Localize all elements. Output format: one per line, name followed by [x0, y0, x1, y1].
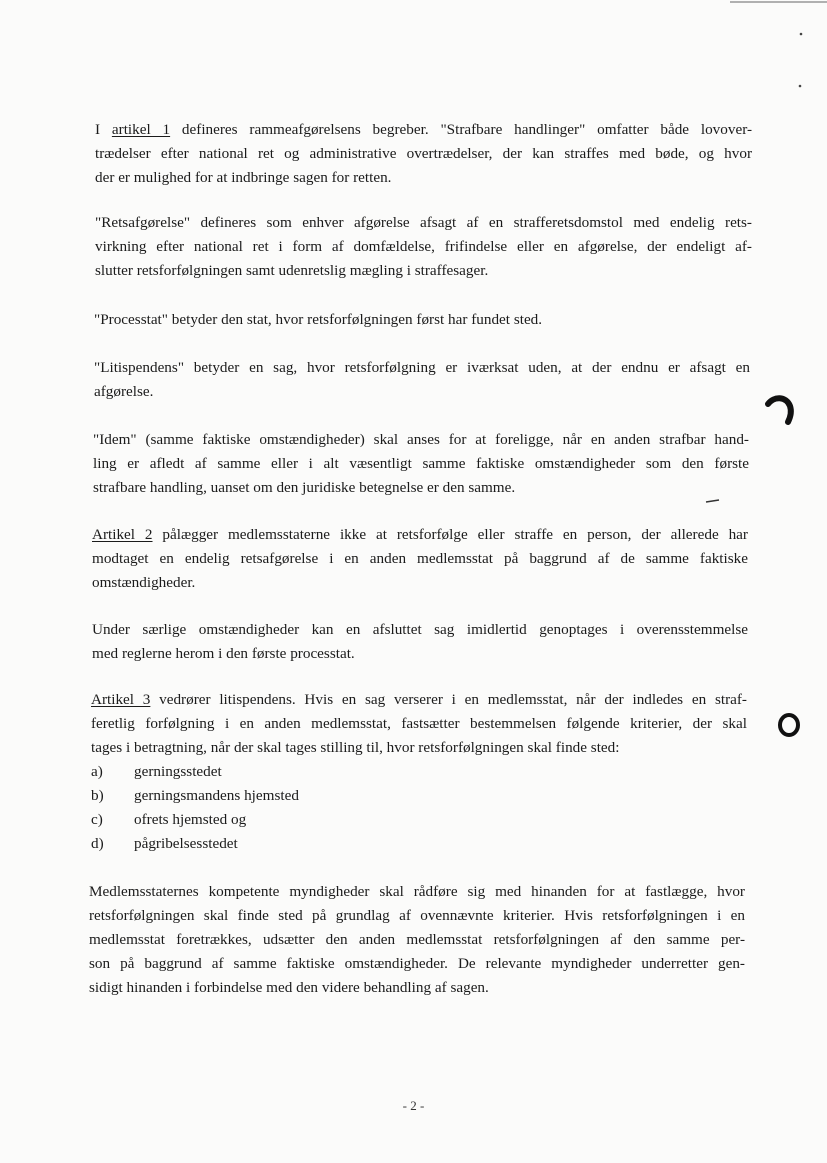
paragraph-line: der er mulighed for at indbringe sagen for retten.: [95, 169, 392, 186]
article-2-link[interactable]: Artikel 2: [92, 526, 153, 543]
paragraph-line: medlemsstat foretrækkes, udsætter den anden medlemsstat retsforfølgningen af den samme per-: [89, 931, 745, 948]
paragraph-line: slutter retsforfølgningen samt udenretslig mægling i straffesager.: [95, 262, 489, 279]
paragraph-line: trædelser efter national ret og administrative overtrædelser, der kan straffes med bøde, og hvor: [95, 145, 752, 162]
criteria-list: [91, 760, 299, 856]
paragraph-line: Under særlige omstændigheder kan en afsluttet sag imidlertid genoptages i overensstemmelse: [92, 621, 748, 638]
list-item-label: d): [91, 835, 104, 852]
paragraph-consultation: [89, 880, 745, 1000]
paragraph-line: "Retsafgørelse" defineres som enhver afgørelse afsagt af en strafferetsdomstol med endelig rets-: [95, 214, 752, 231]
paragraph-article-1: [95, 118, 752, 190]
paragraph-retsafgorelse: [95, 211, 752, 283]
line-text: vedrører litispendens. Hvis en sag verserer i en medlemsstat, når der indledes en straf-: [150, 691, 747, 708]
line-prefix: I: [95, 121, 112, 138]
paragraph-line: son på baggrund af samme faktiske omstændigheder. De relevante myndigheder underretter gen-: [89, 955, 745, 972]
paragraph-line: omstændigheder.: [92, 574, 196, 591]
paragraph-line: afgørelse.: [94, 383, 154, 400]
paragraph-line: retsforfølgningen skal finde sted på grundlag af ovennævnte kriterier. Hvis retsforfølgningen i en: [89, 907, 745, 924]
article-3-link[interactable]: Artikel 3: [91, 691, 151, 708]
scan-dash-icon: [703, 496, 723, 506]
paragraph-line: feretlig forfølgning i en anden medlemsstat, fastsætter bestemmelsen følgende kriterier, der skal: [91, 715, 747, 732]
paragraph-idem: [93, 428, 749, 500]
paragraph-article-3: [91, 688, 747, 760]
line-text: pålægger medlemsstaterne ikke at retsforfølge eller straffe en person, der allerede har: [152, 526, 748, 543]
paragraph-line: med reglerne herom i den første processtat.: [92, 645, 355, 662]
paragraph-litispendens: [94, 356, 750, 404]
line-text: defineres rammeafgørelsens begreber. "Strafbare handlinger" omfatter både lovover-: [170, 121, 753, 138]
page-number: - 2 -: [402, 1098, 425, 1113]
punch-hole-icon: [774, 710, 804, 740]
paragraph-line: "Idem" (samme faktiske omstændigheder) skal anses for at foreligge, når en anden strafbar hand-: [93, 431, 749, 448]
paragraph-line: modtaget en endelig retsafgørelse i en anden medlemsstat på baggrund af de samme faktiske: [92, 550, 748, 567]
paragraph-processtat: [94, 308, 751, 332]
paragraph-line: [95, 118, 752, 142]
paragraph-line: Medlemsstaternes kompetente myndigheder skal rådføre sig med hinanden for at fastlægge, hvor: [89, 883, 745, 900]
paragraph-line: sidigt hinanden i forbindelse med den videre behandling af sagen.: [89, 979, 489, 996]
list-item: [91, 808, 299, 832]
list-item-text: ofrets hjemsted og: [134, 811, 247, 828]
list-item-text: gerningsstedet: [134, 763, 222, 780]
list-item-text: gerningsmandens hjemsted: [134, 787, 299, 804]
paragraph-line: strafbare handling, uanset om den juridiske betegnelse er den samme.: [93, 479, 516, 496]
paragraph-article-2: [92, 523, 748, 595]
scan-speck-icon: [795, 28, 807, 98]
top-edge-line: [730, 0, 827, 6]
paragraph-line: virkning efter national ret i form af domfældelse, frifindelse eller en afgørelse, der endeligt af-: [95, 238, 752, 255]
paragraph-line: "Litispendens" betyder en sag, hvor retsforfølgning er iværksat uden, at der endnu er afsagt en: [94, 359, 750, 376]
article-1-link[interactable]: artikel 1: [111, 121, 171, 138]
paragraph-line: ling er afledt af samme eller i alt væsentligt samme faktiske omstændigheder som den første: [93, 455, 749, 472]
paragraph-line: [92, 523, 748, 547]
list-item-label: c): [91, 811, 103, 828]
scan-mark-icon: [760, 390, 800, 430]
list-item-label: a): [91, 763, 103, 780]
list-item-label: b): [91, 787, 104, 804]
paragraph-line: [91, 688, 747, 712]
paragraph-line: "Processtat" betyder den stat, hvor retsforfølgningen først har fundet sted.: [94, 311, 543, 328]
paragraph-genoptagelse: [92, 618, 748, 666]
paragraph-line: tages i betragtning, når der skal tages stilling til, hvor retsforfølgningen skal finde sted:: [91, 739, 620, 756]
list-item: [91, 832, 299, 856]
list-item-text: pågribelsesstedet: [134, 835, 238, 852]
list-item: [91, 760, 299, 784]
list-item: [91, 784, 299, 808]
